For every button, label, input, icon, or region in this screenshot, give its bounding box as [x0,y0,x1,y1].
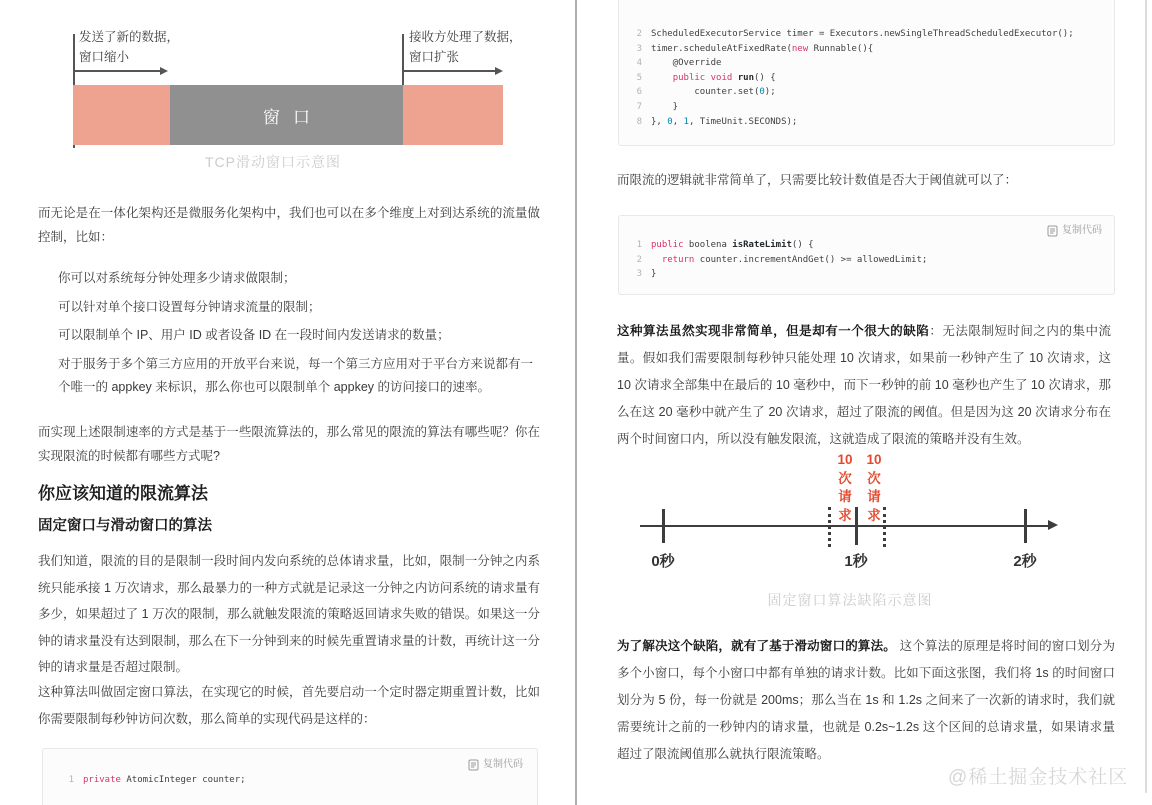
code-line: 2 ScheduledExecutorService timer = Executors.newSingleThreadScheduledExecutor(); [636,29,1074,39]
copy-code-label: 复制代码 [483,759,523,770]
right-annotation: 接收方处理了数据， 窗口扩张 [409,30,522,64]
left-arrow [74,70,160,72]
limit-list-item-4: 对于服务于多个第三方应用的开放平台来说，每一个第三方应用对于平台方来说都有一个唯一的 appkey 来标识，那么你也可以限制单个 appkey 的访问接口的速率。 [58,357,534,394]
code-block-timer [618,0,1115,146]
window-bar-left-segment [73,85,170,145]
flaw-bold-lead: 这种算法虽然实现非常简单，但是却有一个很大的缺陷 [617,324,930,338]
code-line: 1 public boolena isRateLimit () { [636,240,814,250]
window-boundary-right [883,507,886,547]
code-lines [619,238,1114,282]
tick-1s [855,507,858,545]
sliding-bold-lead: 为了解决这个缺陷，就有了基于滑动窗口的算法。 [617,639,896,653]
right-arrow [403,70,495,72]
copy-code-label: 复制代码 [1062,225,1102,236]
section-heading: 你应该知道的限流算法 [38,484,208,503]
tick-0s [662,509,665,543]
paragraph-sliding-window [617,633,1115,768]
code-line: 1 private AtomicInteger counter; [68,775,246,785]
window-bar-center-segment [170,85,403,145]
code-lines [619,27,1114,129]
code-lines [43,773,537,788]
limit-list-item-3: 可以限制单个 IP、用户 ID 或者设备 ID 在一段时间内发送请求的数量； [58,328,450,342]
left-annotation: 发送了新的数据， 窗口缩小 [79,30,180,64]
juejin-watermark: @稀土掘金技术社区 [948,767,1129,788]
code-line: 3 } [636,269,657,280]
code-line: 2 return counter.incrementAndGet() >= allowedLimit; [636,254,928,265]
limit-list-item-2: 可以针对单个接口设置每分钟请求流量的限制； [58,300,321,314]
copy-code-button[interactable] [468,759,523,771]
subsection-heading: 固定窗口与滑动窗口的算法 [38,518,212,534]
window-boundary-left [828,507,831,547]
fixed-window-flaw-diagram [576,440,1152,620]
paragraph-fixed-window-desc: 我们知道，限流的目的是限制一段时间内发向系统的总体请求量，比如，限制一分钟之内系统只能承接 1 万次请求，那么最暴力的一种方式就是记录这一分钟之内访问系统的请求量有多少，如果超过了 1 万次的限制，那么就触发限流的策略返回请求失败的错误。如果这一分钟的请求量没有达到限制，那么在下一分钟到来的时候先重置请求量的计数，再统计这一分钟的请求量是否超过限制。 [38,554,540,674]
tick-2s [1024,509,1027,543]
code-line: 6 counter.set( 0 ); [636,87,776,98]
paragraph-rate-limit-intro: 而实现上述限制速率的方式是基于一些限流算法的，那么常见的限流的算法有哪些呢？你在实现限流的时候都有哪些方式呢? [38,425,540,463]
code-block-israte-limit [618,215,1115,295]
tcp-sliding-window-diagram [0,0,576,180]
window-bar-label: 窗口 [263,107,323,127]
requests-burst-left: 10 次 请 求 [837,452,853,523]
flaw-diagram-caption: 固定窗口算法缺陷示意图 [767,592,933,608]
window-bar-right-segment [403,85,503,145]
code-line: 3 timer.scheduleAtFixedRate( new Runnable(){ [636,43,874,54]
page-right-border [1145,0,1147,793]
code-line: 7 } [636,101,679,112]
timeline-label-1s: 1秒 [844,553,868,570]
sliding-rest-text: 这个算法的原理是将时间的窗口划分为多个小窗口，每个小窗口中都有单独的请求计数。比如下面这张图，我们将 1s 的时间窗口划分为 5 份，每一份就是 200ms；那么当在 1s 和 1.2s 之间来了一次新的请求时，我们就需要统计之前的一秒钟内的请求量，也就是 0.2s~1.2s 这个区间的总请求量，如果请求量超过了限流阈值那么就执行限流策略。 [617,639,1115,761]
copy-code-button[interactable] [1047,225,1102,237]
paragraph-flow-control: 而无论是在一体化架构还是微服务化架构中，我们也可以在多个维度上对到达系统的流量做控制，比如： [38,206,540,244]
right-marker-line [402,34,404,86]
timeline-label-0s: 0秒 [651,553,675,570]
copy-icon [468,759,479,771]
paragraph-fixed-window-impl: 这种算法叫做固定窗口算法，在实现它的时候，首先要启动一个定时器定期重置计数，比如你需要限制每秒钟访问次数，那么简单的实现代码是这样的： [38,685,540,726]
code-block-counter [42,748,538,805]
code-line: 4 @Override [636,58,722,69]
flaw-rest-text: ：无法限制短时间之内的集中流量。假如我们需要限制每秒钟只能处理 10 次请求，如果前一秒钟产生了 10 次请求，这 10 次请求全部集中在最后的 10 毫秒中，而下一秒钟的前 10 毫秒也产生了 10 次请求，那么在这 20 毫秒中就产生了 20 次请求，超过了限流的阈值。但是因为这 20 次请求分布在两个时间窗口内，所以没有触发限流，这就造成了限流的策略并没有生效。 [617,324,1111,446]
code-line: 5 public void run () { [636,72,776,83]
paragraph-fixed-window-flaw [617,318,1111,453]
limit-list-item-1: 你可以对系统每分钟处理多少请求做限制； [58,271,296,285]
tcp-diagram-caption: TCP滑动窗口示意图 [205,154,341,170]
requests-burst-right: 10 次 请 求 [866,452,882,523]
timeline-label-2s: 2秒 [1013,553,1037,570]
paragraph-limit-logic: 而限流的逻辑就非常简单了，只需要比较计数值是否大于阈值就可以了： [617,173,1018,187]
code-line: 8 }, 0 , 1 , TimeUnit.SECONDS); [636,116,798,127]
copy-icon [1047,225,1058,237]
